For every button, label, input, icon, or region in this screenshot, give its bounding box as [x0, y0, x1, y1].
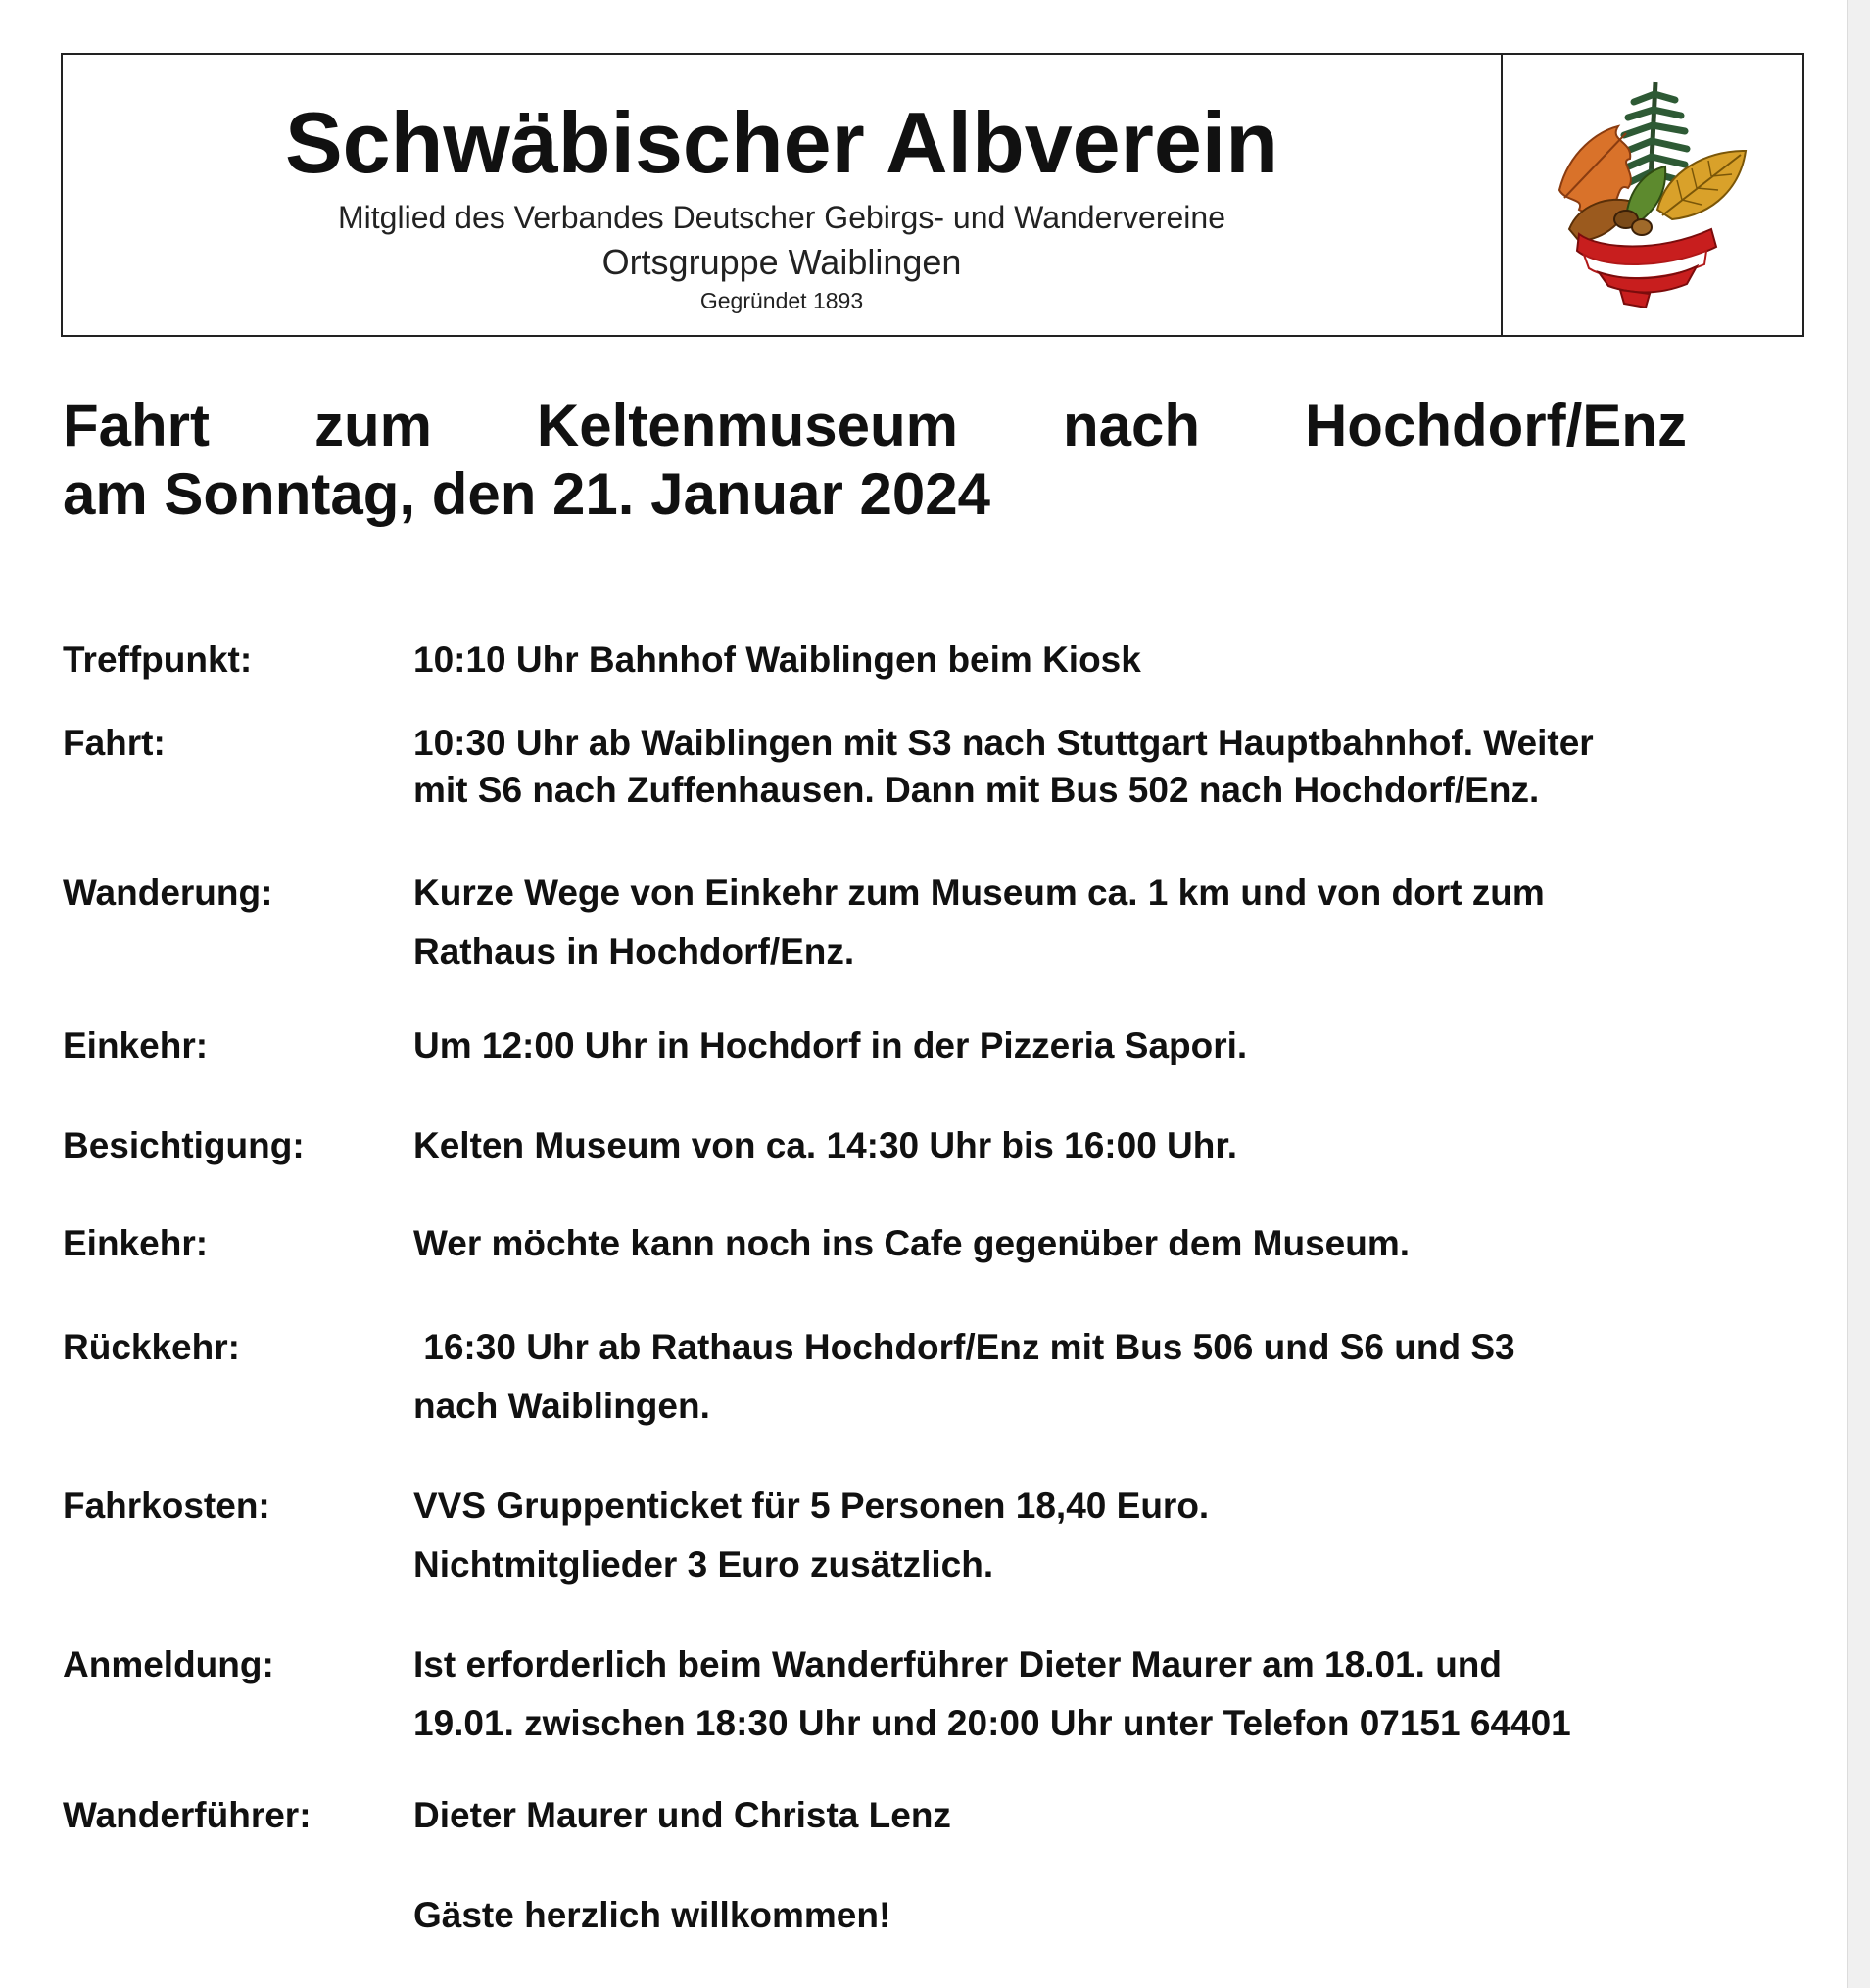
detail-line: 16:30 Uhr ab Rathaus Hochdorf/Enz mit Bus 506 und S6 und S3: [413, 1327, 1515, 1367]
detail-label: Treffpunkt:: [63, 639, 253, 680]
logo: [1503, 55, 1802, 335]
founded-year: Gegründet 1893: [699, 288, 864, 313]
detail-value: [413, 1792, 1746, 1839]
detail-line: Um 12:00 Uhr in Hochdorf in der Pizzeria Sapori.: [413, 1025, 1248, 1065]
organization-subtitle: Mitglied des Verbandes Deutscher Gebirgs- und Wandervereine: [338, 200, 1225, 235]
detail-label: Fahrt:: [63, 723, 166, 763]
title-word: nach: [1062, 393, 1201, 458]
detail-line: Ist erforderlich beim Wanderführer Dieter Maurer am 18.01. und: [413, 1644, 1502, 1684]
title-word: zum: [313, 393, 432, 458]
detail-value: [413, 720, 1746, 814]
title-word: Hochdorf/Enz: [1304, 393, 1687, 458]
event-title: [63, 392, 1689, 529]
title-word: Keltenmuseum: [536, 393, 959, 458]
detail-line: Kelten Museum von ca. 14:30 Uhr bis 16:00 Uhr.: [413, 1125, 1238, 1165]
detail-value: [413, 637, 1746, 684]
detail-label: Wanderung:: [63, 873, 273, 913]
letterhead-text: [63, 55, 1503, 335]
detail-label: Rückkehr:: [63, 1327, 240, 1367]
detail-value: [413, 864, 1746, 981]
detail-line: Kurze Wege von Einkehr zum Museum ca. 1 km und von dort zum: [413, 873, 1545, 913]
detail-line: Wer möchte kann noch ins Cafe gegenüber dem Museum.: [413, 1223, 1411, 1263]
detail-label: Einkehr:: [63, 1025, 209, 1065]
detail-value: [413, 1122, 1746, 1169]
detail-value: [413, 1635, 1746, 1753]
local-group-name: Ortsgruppe Waiblingen: [601, 242, 962, 282]
letterhead: [61, 53, 1804, 337]
detail-line: VVS Gruppenticket für 5 Personen 18,40 Euro.: [413, 1486, 1210, 1526]
detail-line: nach Waiblingen.: [413, 1386, 710, 1426]
detail-line: Rathaus in Hochdorf/Enz.: [413, 931, 855, 971]
detail-label: Fahrkosten:: [63, 1486, 270, 1526]
title-word: Fahrt: [63, 393, 210, 458]
detail-line: 10:10 Uhr Bahnhof Waiblingen beim Kiosk: [413, 639, 1141, 680]
detail-label: Wanderführer:: [63, 1795, 312, 1835]
detail-line: Dieter Maurer und Christa Lenz: [413, 1795, 951, 1835]
detail-value: [413, 1892, 1746, 1939]
detail-value: [413, 1220, 1746, 1267]
detail-label: Einkehr:: [63, 1223, 209, 1263]
detail-line: mit S6 nach Zuffenhausen. Dann mit Bus 502 nach Hochdorf/Enz.: [413, 770, 1540, 810]
event-title-line-2: am Sonntag, den 21. Januar 2024: [63, 461, 991, 527]
detail-line: 19.01. zwischen 18:30 Uhr und 20:00 Uhr unter Telefon 07151 64401: [413, 1703, 1571, 1743]
detail-label: Anmeldung:: [63, 1644, 274, 1684]
page-right-margin: [1847, 0, 1870, 1988]
detail-label: Besichtigung:: [63, 1125, 305, 1165]
organization-name: Schwäbischer Albverein: [284, 94, 1279, 191]
event-title-line-1: [63, 392, 1687, 460]
detail-line: 10:30 Uhr ab Waiblingen mit S3 nach Stuttgart Hauptbahnhof. Weiter: [413, 723, 1594, 763]
detail-value: [413, 1477, 1746, 1594]
detail-line: Nichtmitglieder 3 Euro zusätzlich.: [413, 1544, 994, 1585]
welcome-note: Gäste herzlich willkommen!: [413, 1895, 891, 1935]
detail-value: [413, 1318, 1746, 1436]
leaves-emblem-icon: [1540, 72, 1765, 317]
detail-value: [413, 1022, 1746, 1069]
